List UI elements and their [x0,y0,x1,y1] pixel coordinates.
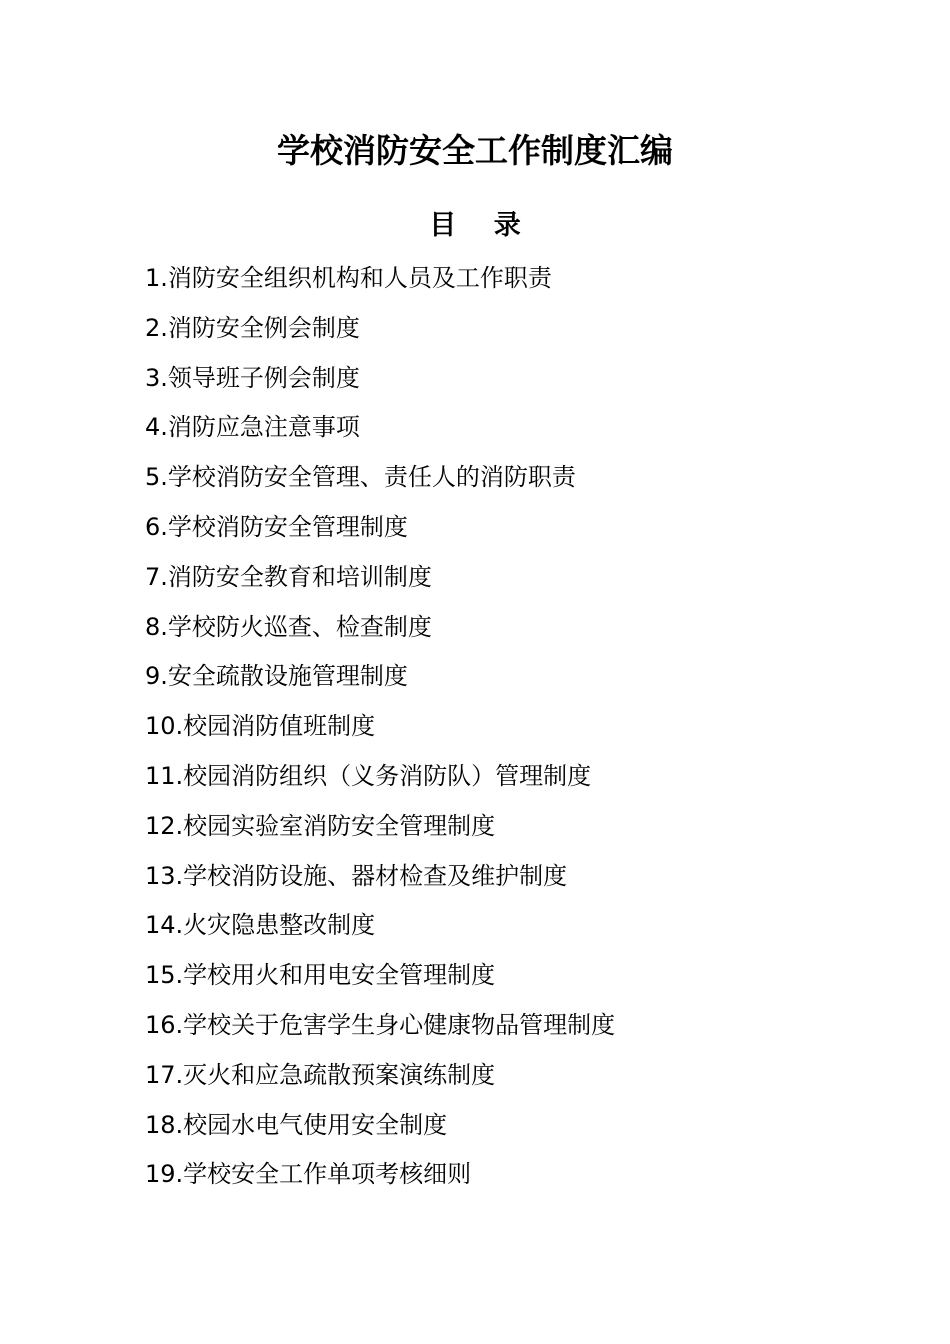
toc-item-12: 12.校园实验室消防安全管理制度 [145,811,496,840]
toc-item-5: 5.学校消防安全管理、责任人的消防职责 [145,463,576,492]
toc-item-10: 10.校园消防值班制度 [145,712,376,741]
toc-item-3: 3.领导班子例会制度 [145,363,360,392]
document-title: 学校消防安全工作制度汇编 [277,131,673,170]
toc-item-13: 13.学校消防设施、器材检查及维护制度 [145,861,568,890]
toc-item-1: 1.消防安全组织机构和人员及工作职责 [145,264,552,292]
toc-item-11: 11.校园消防组织（义务消防队）管理制度 [145,761,592,790]
toc-item-2: 2.消防安全例会制度 [145,313,360,342]
toc-item-17: 17.灭火和应急疏散预案演练制度 [145,1060,496,1089]
toc-item-15: 15.学校用火和用电安全管理制度 [145,961,496,990]
toc-item-6: 6.学校消防安全管理制度 [145,512,408,541]
toc-item-9: 9.安全疏散设施管理制度 [145,662,408,691]
toc-item-8: 8.学校防火巡查、检查制度 [145,612,432,641]
toc-item-16: 16.学校关于危害学生身心健康物品管理制度 [145,1010,616,1039]
toc-item-7: 7.消防安全教育和培训制度 [145,562,432,591]
toc-item-4: 4.消防应急注意事项 [145,413,360,442]
toc-item-18: 18.校园水电气使用安全制度 [145,1110,448,1139]
toc-item-14: 14.火灾隐患整改制度 [145,911,376,940]
toc-item-19: 19.学校安全工作单项考核细则 [145,1160,472,1189]
toc-heading: 目 录 [429,210,535,241]
toc-list [145,254,615,1200]
